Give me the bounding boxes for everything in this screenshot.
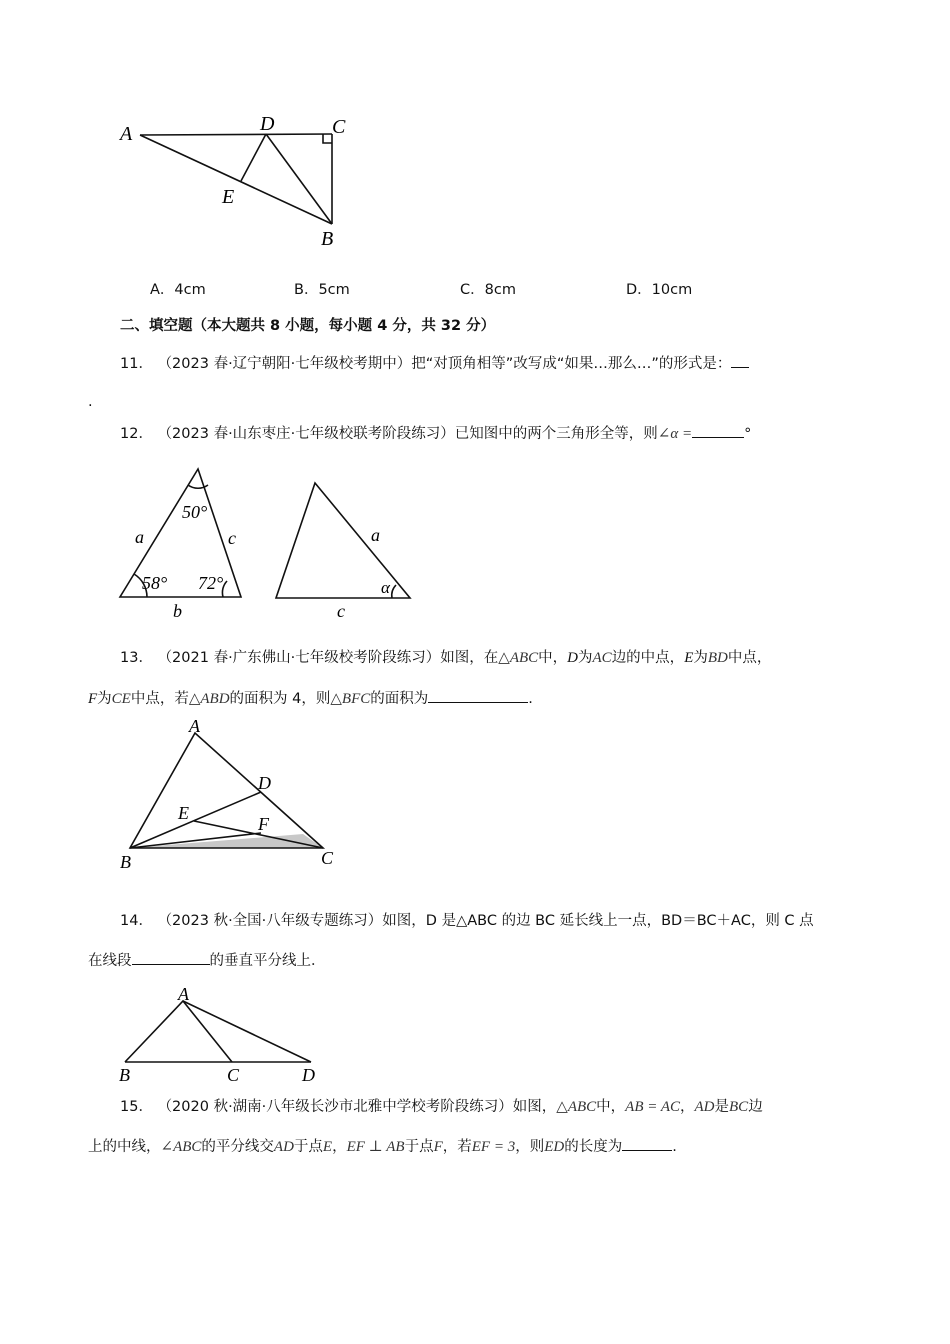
q13-text-6: 中点， — [727, 650, 772, 666]
figure-q12 — [100, 460, 430, 625]
question-15-line2 — [88, 1136, 677, 1157]
q10-option-d[interactable]: D．10cm — [626, 282, 693, 298]
fig14-label-c: C — [227, 1065, 240, 1085]
fig12-label-c: c — [228, 528, 236, 548]
q15-number: 15． — [120, 1099, 153, 1115]
q15-math-angle-abc: ∠ABC — [160, 1139, 202, 1155]
question-14 — [120, 911, 814, 931]
fig13-label-c: C — [321, 848, 334, 868]
q13-text-3: 为 — [578, 650, 593, 666]
fig12-label-left-angle: 58° — [142, 573, 168, 593]
q11-number: 11． — [120, 356, 153, 372]
q14-answer-blank[interactable] — [132, 950, 210, 965]
q15-math-ed: ED — [544, 1139, 565, 1155]
q12-answer-blank[interactable] — [692, 423, 744, 438]
q10-option-a[interactable]: A．4cm — [150, 282, 206, 298]
q13-tail: . — [528, 691, 533, 707]
q15-text-12: ，则 — [515, 1139, 545, 1155]
q10-option-c[interactable]: C．8cm — [460, 282, 516, 298]
q15-text-9: ， — [332, 1139, 347, 1155]
fig10-label-c: C — [332, 116, 346, 138]
q15-tail: . — [672, 1139, 677, 1155]
section-title-fill-blank: 二、填空题（本大题共 8 小题，每小题 4 分，共 32 分） — [120, 318, 496, 334]
fig10-label-b: B — [321, 228, 334, 250]
fig10-label-d: D — [260, 113, 275, 135]
figure-q14 — [110, 982, 330, 1087]
q11-text: 把“对顶角相等”改写成“如果…那么…”的形式是： — [411, 356, 732, 372]
q13-text-7: 为 — [97, 691, 112, 707]
q13-math-ac: AC — [592, 650, 612, 666]
fig12-label-top-angle: 50° — [182, 502, 208, 522]
q13-math-bd: BD — [707, 650, 728, 666]
q15-text-6: 上的中线， — [88, 1139, 161, 1155]
fig12-label-a2: a — [371, 525, 380, 545]
q15-math-ef-perp-ab: EF ⊥ AB — [346, 1139, 405, 1155]
q15-answer-blank[interactable] — [622, 1136, 672, 1151]
q10-option-b[interactable]: B．5cm — [294, 282, 350, 298]
q12-number: 12． — [120, 426, 153, 442]
q15-math-ab-eq-ac: AB = AC — [625, 1099, 681, 1115]
fig12-label-b: b — [173, 601, 182, 621]
q11-source: （2023 春·辽宁朝阳·七年级校考期中） — [157, 356, 412, 372]
fig13-label-d: D — [258, 773, 271, 793]
fig10-label-e: E — [222, 186, 235, 208]
fig12-label-right-angle: 72° — [198, 573, 224, 593]
q15-text-2: 中， — [596, 1099, 626, 1115]
q13-source: （2021 春·广东佛山·七年级校考阶段练习） — [157, 650, 441, 666]
q13-math-abd: △ABD — [188, 691, 230, 707]
question-15 — [120, 1097, 763, 1117]
q13-text-5: 为 — [693, 650, 708, 666]
q13-text-1: 如图，在 — [440, 650, 499, 666]
q13-point-e: E — [684, 650, 694, 666]
q14-number: 14． — [120, 913, 153, 929]
fig10-label-a: A — [120, 123, 133, 145]
q15-text-1: 如图， — [512, 1099, 557, 1115]
figure-q13 — [110, 715, 350, 875]
q14-text-2a: 在线段 — [88, 953, 132, 969]
figure-q10 — [110, 105, 370, 250]
q13-answer-blank[interactable] — [428, 688, 528, 703]
q14-source: （2023 秋·全国·八年级专题练习） — [157, 913, 383, 929]
q13-number: 13． — [120, 650, 153, 666]
q15-math-bc: BC — [729, 1099, 749, 1115]
fig13-label-a: A — [189, 716, 200, 736]
q15-text-3: ， — [680, 1099, 695, 1115]
q15-text-11: ，若 — [442, 1139, 472, 1155]
q15-math-ad-2: AD — [273, 1139, 294, 1155]
q12-unit: ° — [744, 426, 752, 442]
fig14-label-a: A — [178, 984, 189, 1004]
q11-tail: . — [88, 394, 93, 410]
q14-text: 如图，D 是△ABC 的边 BC 延长线上一点，BD＝BC＋AC，则 C 点 — [382, 913, 814, 929]
q15-math-ef-eq-3: EF = 3 — [471, 1139, 516, 1155]
question-11 — [120, 353, 749, 374]
fig12-label-alpha: α — [381, 578, 390, 597]
q11-answer-blank[interactable] — [731, 353, 749, 368]
q13-point-f: F — [88, 691, 98, 707]
fig12-label-a: a — [135, 527, 144, 547]
q12-text: 已知图中的两个三角形全等，则 — [454, 426, 658, 442]
q15-text-13: 的长度为 — [564, 1139, 623, 1155]
q15-text-7: 的平分线交 — [201, 1139, 274, 1155]
q13-point-d: D — [567, 650, 579, 666]
q15-math-f: F — [433, 1139, 443, 1155]
q13-text-8: 中点，若 — [130, 691, 189, 707]
q13-text-4: 边的中点， — [611, 650, 685, 666]
q14-text-2b: 的垂直平分线上． — [209, 953, 326, 969]
q15-math-abc: △ABC — [556, 1099, 597, 1115]
q13-math-abc: △ABC — [498, 650, 539, 666]
q13-math-bfc: △BFC — [330, 691, 371, 707]
q13-text-2: 中， — [538, 650, 568, 666]
q15-text-8: 于点 — [293, 1139, 323, 1155]
fig13-label-e: E — [178, 803, 189, 823]
q15-math-ad: AD — [694, 1099, 715, 1115]
fig14-label-b: B — [119, 1065, 130, 1085]
question-13 — [120, 648, 771, 668]
q15-text-10: 于点 — [404, 1139, 434, 1155]
fig13-label-b: B — [120, 852, 131, 872]
q13-math-ce: CE — [111, 691, 131, 707]
question-12 — [120, 423, 751, 444]
question-14-line2 — [88, 950, 326, 971]
q15-text-5: 边 — [748, 1099, 763, 1115]
question-13-line2 — [88, 688, 533, 709]
q15-text-4: 是 — [714, 1099, 730, 1115]
q15-math-e: E — [322, 1139, 333, 1155]
q12-math-angle: ∠α = — [657, 426, 693, 442]
q13-text-9: 的面积为 4，则 — [229, 691, 331, 707]
q15-source: （2020 秋·湖南·八年级长沙市北雅中学校考阶段练习） — [157, 1099, 513, 1115]
fig14-label-d: D — [302, 1065, 315, 1085]
fig12-label-c2: c — [337, 601, 345, 621]
q13-text-10: 的面积为 — [370, 691, 429, 707]
fig13-label-f: F — [258, 814, 269, 834]
q12-source: （2023 春·山东枣庄·七年级校联考阶段练习） — [157, 426, 455, 442]
